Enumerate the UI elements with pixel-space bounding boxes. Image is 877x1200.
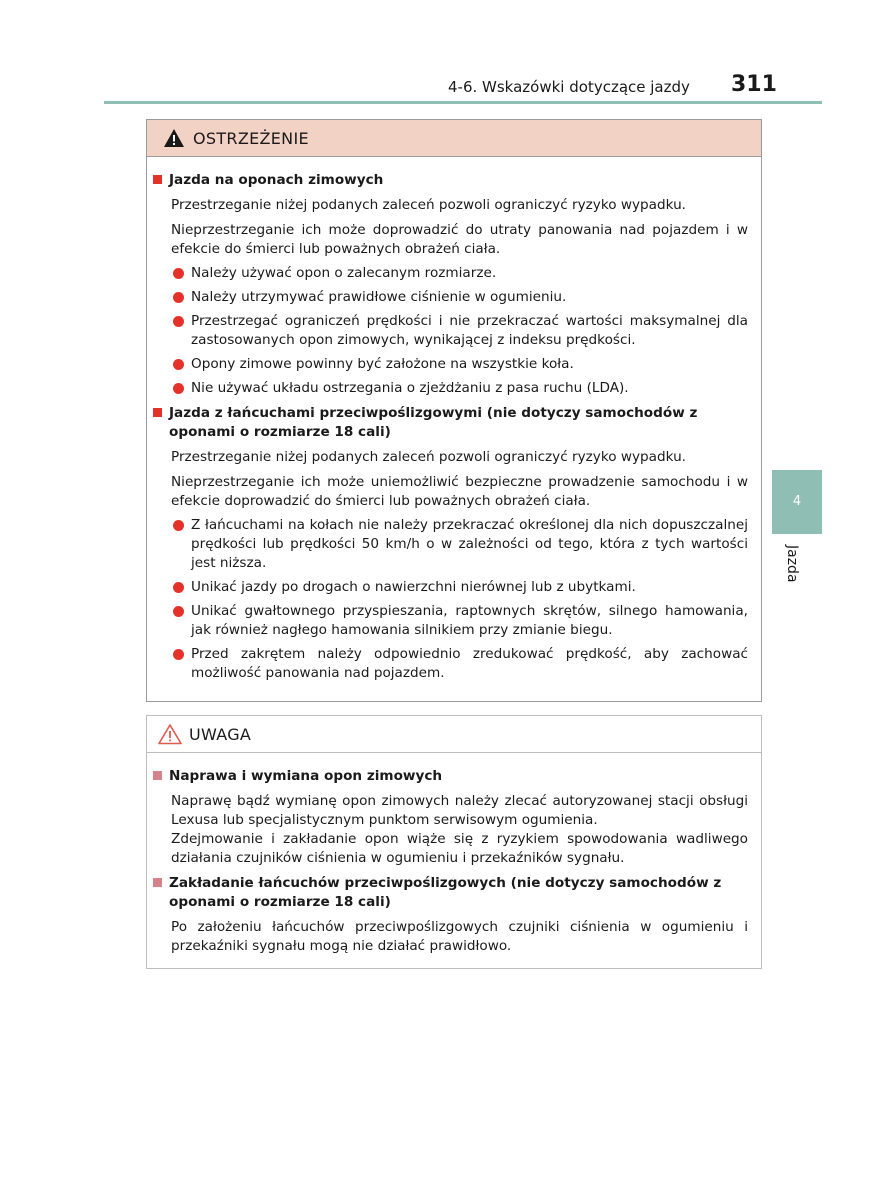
list-item: Przestrzegać ograniczeń prędkości i nie przekraczać wartości maksymalnej dla zastosowanych opon zimowych, wynikającej z indeksu prędkości. <box>153 312 748 350</box>
bullet-dot-icon <box>173 520 184 531</box>
square-bullet-icon <box>153 408 162 417</box>
bullet-dot-icon <box>173 359 184 370</box>
paragraph: Przestrzeganie niżej podanych zaleceń pozwoli ograniczyć ryzyko wypadku. <box>171 449 687 465</box>
paragraph: Naprawę bądź wymianę opon zimowych należy zlecać autoryzowanej stacji obsługi Lexusa lub specjalistycznym punktom serwisowym ogumienia. <box>171 793 748 828</box>
header-divider <box>104 101 822 104</box>
notice-title: UWAGA <box>189 724 252 744</box>
notice-body <box>147 753 761 956</box>
paragraph: Po założeniu łańcuchów przeciwpoślizgowych czujniki ciśnienia w ogumieniu i przekaźniki sygnału mogą nie działać prawidłowo. <box>171 919 748 954</box>
notice-header <box>147 716 761 753</box>
chapter-tab: 4 <box>772 470 822 534</box>
page-number: 311 <box>731 72 777 97</box>
list-item: Z łańcuchami na kołach nie należy przekraczać określonej dla nich dopuszczalnej prędkości lub prędkości 50 km/h o w zależności od tego, która z tych wartości jest niższa. <box>153 516 748 573</box>
list-item: Należy używać opon o zalecanym rozmiarze. <box>153 264 748 283</box>
square-bullet-icon <box>153 771 162 780</box>
bullet-dot-icon <box>173 383 184 394</box>
list-item: Unikać jazdy po drogach o nawierzchni nierównej lub z ubytkami. <box>153 578 748 597</box>
bullet-dot-icon <box>173 292 184 303</box>
warning-title: OSTRZEŻENIE <box>193 128 309 148</box>
list-item: Przed zakrętem należy odpowiednio zredukować prędkość, aby zachować możliwość panowania nad pojazdem. <box>153 645 748 683</box>
caution-triangle-icon <box>157 723 183 745</box>
paragraph: Przestrzeganie niżej podanych zaleceń pozwoli ograniczyć ryzyko wypadku. <box>171 197 687 213</box>
square-bullet-icon <box>153 175 162 184</box>
section-header: 4-6. Wskazówki dotyczące jazdy <box>448 78 690 96</box>
warning-box <box>146 119 762 702</box>
list-item: Opony zimowe powinny być założone na wszystkie koła. <box>153 355 748 374</box>
paragraph: Zdejmowanie i zakładanie opon wiąże się z ryzykiem spowodowania wadliwego działania czujników ciśnienia w ogumieniu i przekaźników sygnału. <box>171 831 748 866</box>
section-heading: Naprawa i wymiana opon zimowych <box>153 767 748 786</box>
square-bullet-icon <box>153 878 162 887</box>
section-heading: Zakładanie łańcuchów przeciwpoślizgowych (nie dotyczy samochodów z oponami o rozmiarze 18 cali) <box>153 874 748 912</box>
bullet-dot-icon <box>173 316 184 327</box>
list-item: Należy utrzymywać prawidłowe ciśnienie w ogumieniu. <box>153 288 748 307</box>
paragraph: Nieprzestrzeganie ich może uniemożliwić bezpieczne prowadzenie samochodu i w efekcie doprowadzić do śmierci lub poważnych obrażeń ciała. <box>171 474 748 509</box>
warning-header <box>147 120 761 157</box>
notice-box <box>146 715 762 969</box>
bullet-dot-icon <box>173 268 184 279</box>
paragraph: Nieprzestrzeganie ich może doprowadzić do utraty panowania nad pojazdem i w efekcie do śmierci lub poważnych obrażeń ciała. <box>171 222 748 257</box>
section-heading: Jazda z łańcuchami przeciwpoślizgowymi (nie dotyczy samochodów z oponami o rozmiarze 18 cali) <box>153 404 748 442</box>
bullet-dot-icon <box>173 649 184 660</box>
warning-triangle-icon <box>163 128 185 148</box>
list-item: Unikać gwałtownego przyspieszania, raptownych skrętów, silnego hamowania, jak również nagłego hamowania silnikiem przy zmianie biegu. <box>153 602 748 640</box>
warning-body <box>147 157 761 683</box>
section-heading: Jazda na oponach zimowych <box>153 171 748 190</box>
bullet-dot-icon <box>173 582 184 593</box>
chapter-label: Jazda <box>784 545 800 583</box>
bullet-dot-icon <box>173 606 184 617</box>
list-item: Nie używać układu ostrzegania o zjeżdżaniu z pasa ruchu (LDA). <box>153 379 748 398</box>
